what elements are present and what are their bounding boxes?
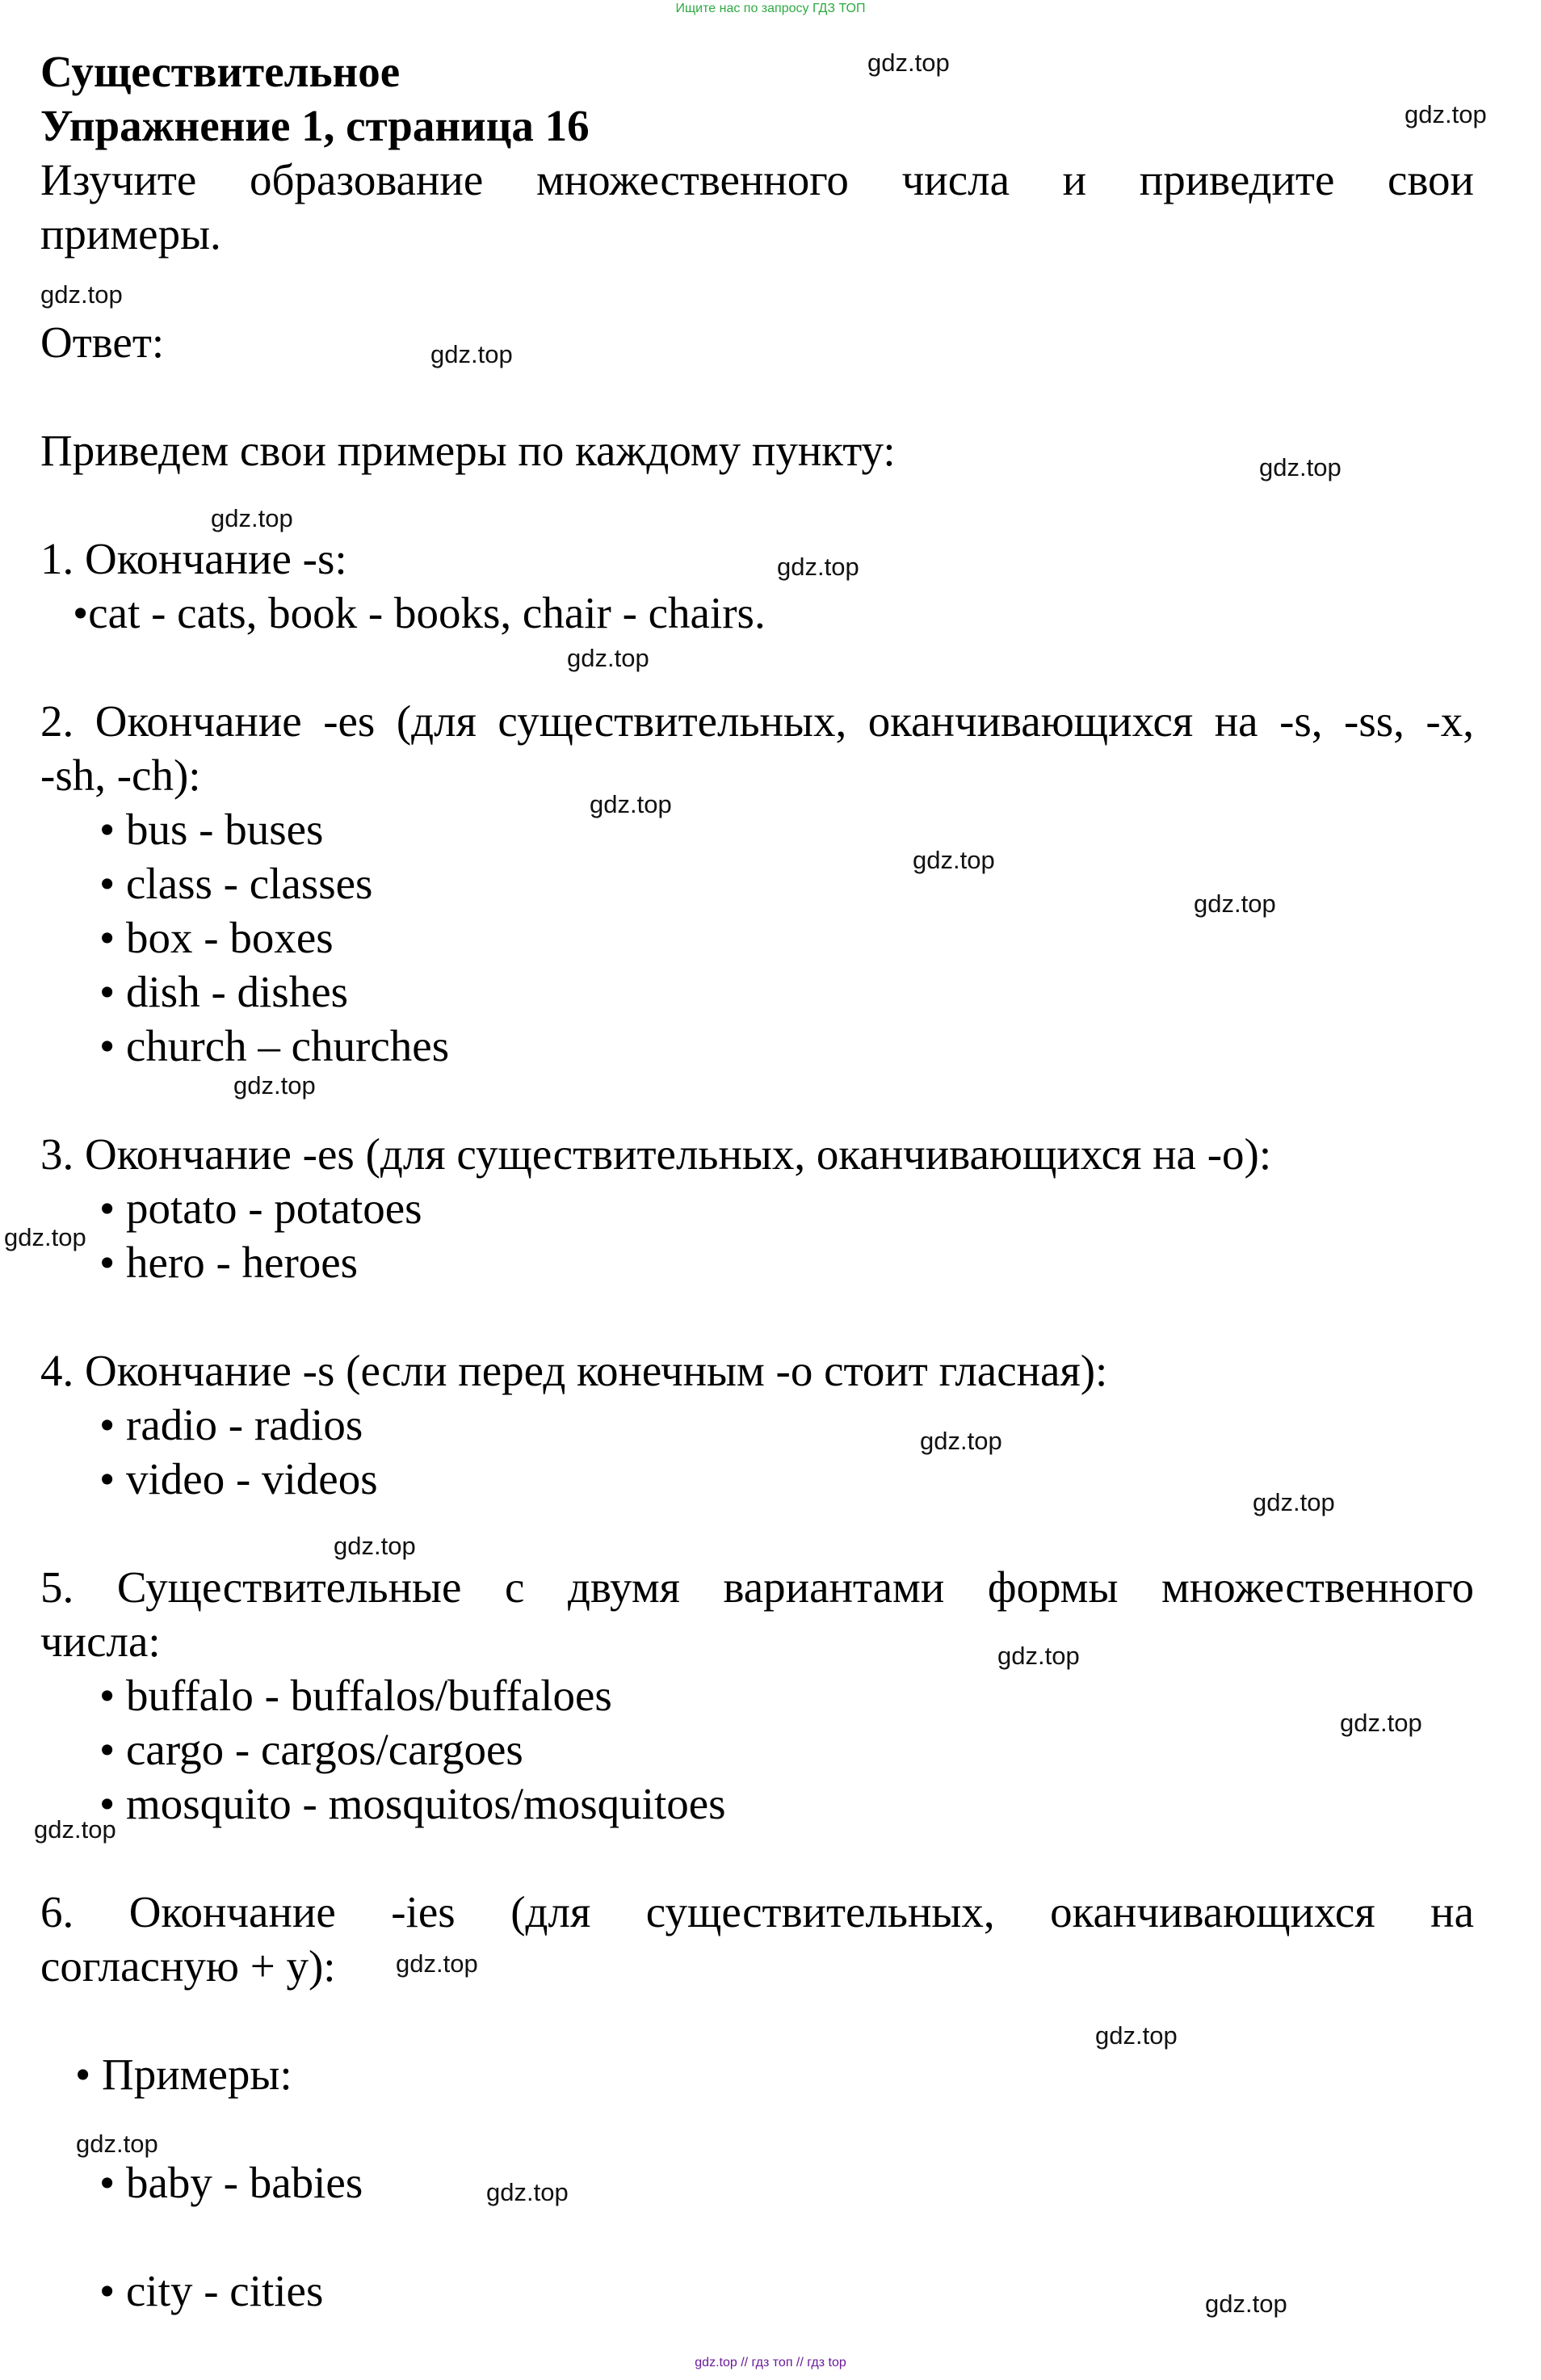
watermark: gdz.top xyxy=(1095,2021,1178,2050)
list-item: • mosquito - mosquitos/mosquitoes xyxy=(99,1779,726,1828)
list-item: • cargo - cargos/cargoes xyxy=(99,1725,523,1774)
watermark: gdz.top xyxy=(1340,1709,1422,1737)
answer-label: Ответ: xyxy=(40,317,165,367)
watermark: gdz.top xyxy=(913,846,995,874)
list-item: • bus - buses xyxy=(99,805,324,854)
section-6-heading: 6. Окончание -ies (для существительных, оканчивающихся на xyxy=(40,1887,1474,1936)
page-title: Существительное xyxy=(40,47,401,96)
top-banner: Ищите нас по запросу ГДЗ ТОП xyxy=(675,2,866,15)
watermark: gdz.top xyxy=(334,1532,416,1560)
watermark: gdz.top xyxy=(233,1071,316,1100)
watermark: gdz.top xyxy=(4,1223,86,1251)
section-2-heading: 2. Окончание -es (для существительных, оканчивающихся на -s, -ss, -x, xyxy=(40,696,1474,746)
watermark: gdz.top xyxy=(867,48,950,77)
task-line-2: примеры. xyxy=(40,209,221,259)
list-item: •cat - cats, book - books, chair - chairs. xyxy=(73,588,766,637)
task-line-1: Изучите образование множественного числа и приведите свои xyxy=(40,155,1474,204)
watermark: gdz.top xyxy=(34,1815,116,1844)
section-3-heading: 3. Окончание -es (для существительных, оканчивающихся на -o): xyxy=(40,1129,1272,1179)
watermark: gdz.top xyxy=(1259,453,1342,481)
intro-text: Приведем свои примеры по каждому пункту: xyxy=(40,426,896,475)
watermark: gdz.top xyxy=(1253,1488,1335,1516)
watermark: gdz.top xyxy=(590,790,672,818)
list-item: • hero - heroes xyxy=(99,1238,359,1287)
list-item: • city - cities xyxy=(99,2266,324,2315)
list-item: • radio - radios xyxy=(99,1400,363,1449)
watermark: gdz.top xyxy=(1194,889,1276,918)
list-item: • video - videos xyxy=(99,1454,378,1503)
watermark: gdz.top xyxy=(1405,100,1487,128)
bottom-banner: gdz.top // гдз топ // гдз top xyxy=(695,2356,846,2369)
section-5-heading-cont: числа: xyxy=(40,1617,161,1666)
watermark: gdz.top xyxy=(1205,2290,1287,2318)
watermark: gdz.top xyxy=(396,1949,478,1978)
watermark: gdz.top xyxy=(40,280,123,309)
watermark: gdz.top xyxy=(211,504,293,532)
list-item: • Примеры: xyxy=(75,2050,292,2099)
watermark: gdz.top xyxy=(997,1642,1080,1670)
watermark: gdz.top xyxy=(777,553,859,581)
list-item: • potato - potatoes xyxy=(99,1184,422,1233)
list-item: • box - boxes xyxy=(99,913,334,962)
list-item: • dish - dishes xyxy=(99,967,349,1016)
exercise-subtitle: Упражнение 1, страница 16 xyxy=(40,101,590,150)
list-item: • class - classes xyxy=(99,859,373,908)
section-4-heading: 4. Окончание -s (если перед конечным -o стоит гласная): xyxy=(40,1346,1108,1395)
watermark: gdz.top xyxy=(76,2130,158,2158)
watermark: gdz.top xyxy=(567,644,649,672)
section-2-heading-cont: -sh, -ch): xyxy=(40,751,201,800)
list-item: • baby - babies xyxy=(99,2158,363,2207)
watermark: gdz.top xyxy=(920,1427,1002,1455)
section-5-heading: 5. Существительные с двумя вариантами формы множественного xyxy=(40,1562,1474,1612)
watermark: gdz.top xyxy=(430,340,513,368)
list-item: • buffalo - buffalos/buffaloes xyxy=(99,1671,612,1720)
list-item: • church – churches xyxy=(99,1021,450,1070)
section-1-heading: 1. Окончание -s: xyxy=(40,534,347,583)
watermark: gdz.top xyxy=(486,2178,569,2206)
section-6-heading-cont: согласную + y): xyxy=(40,1941,336,1991)
